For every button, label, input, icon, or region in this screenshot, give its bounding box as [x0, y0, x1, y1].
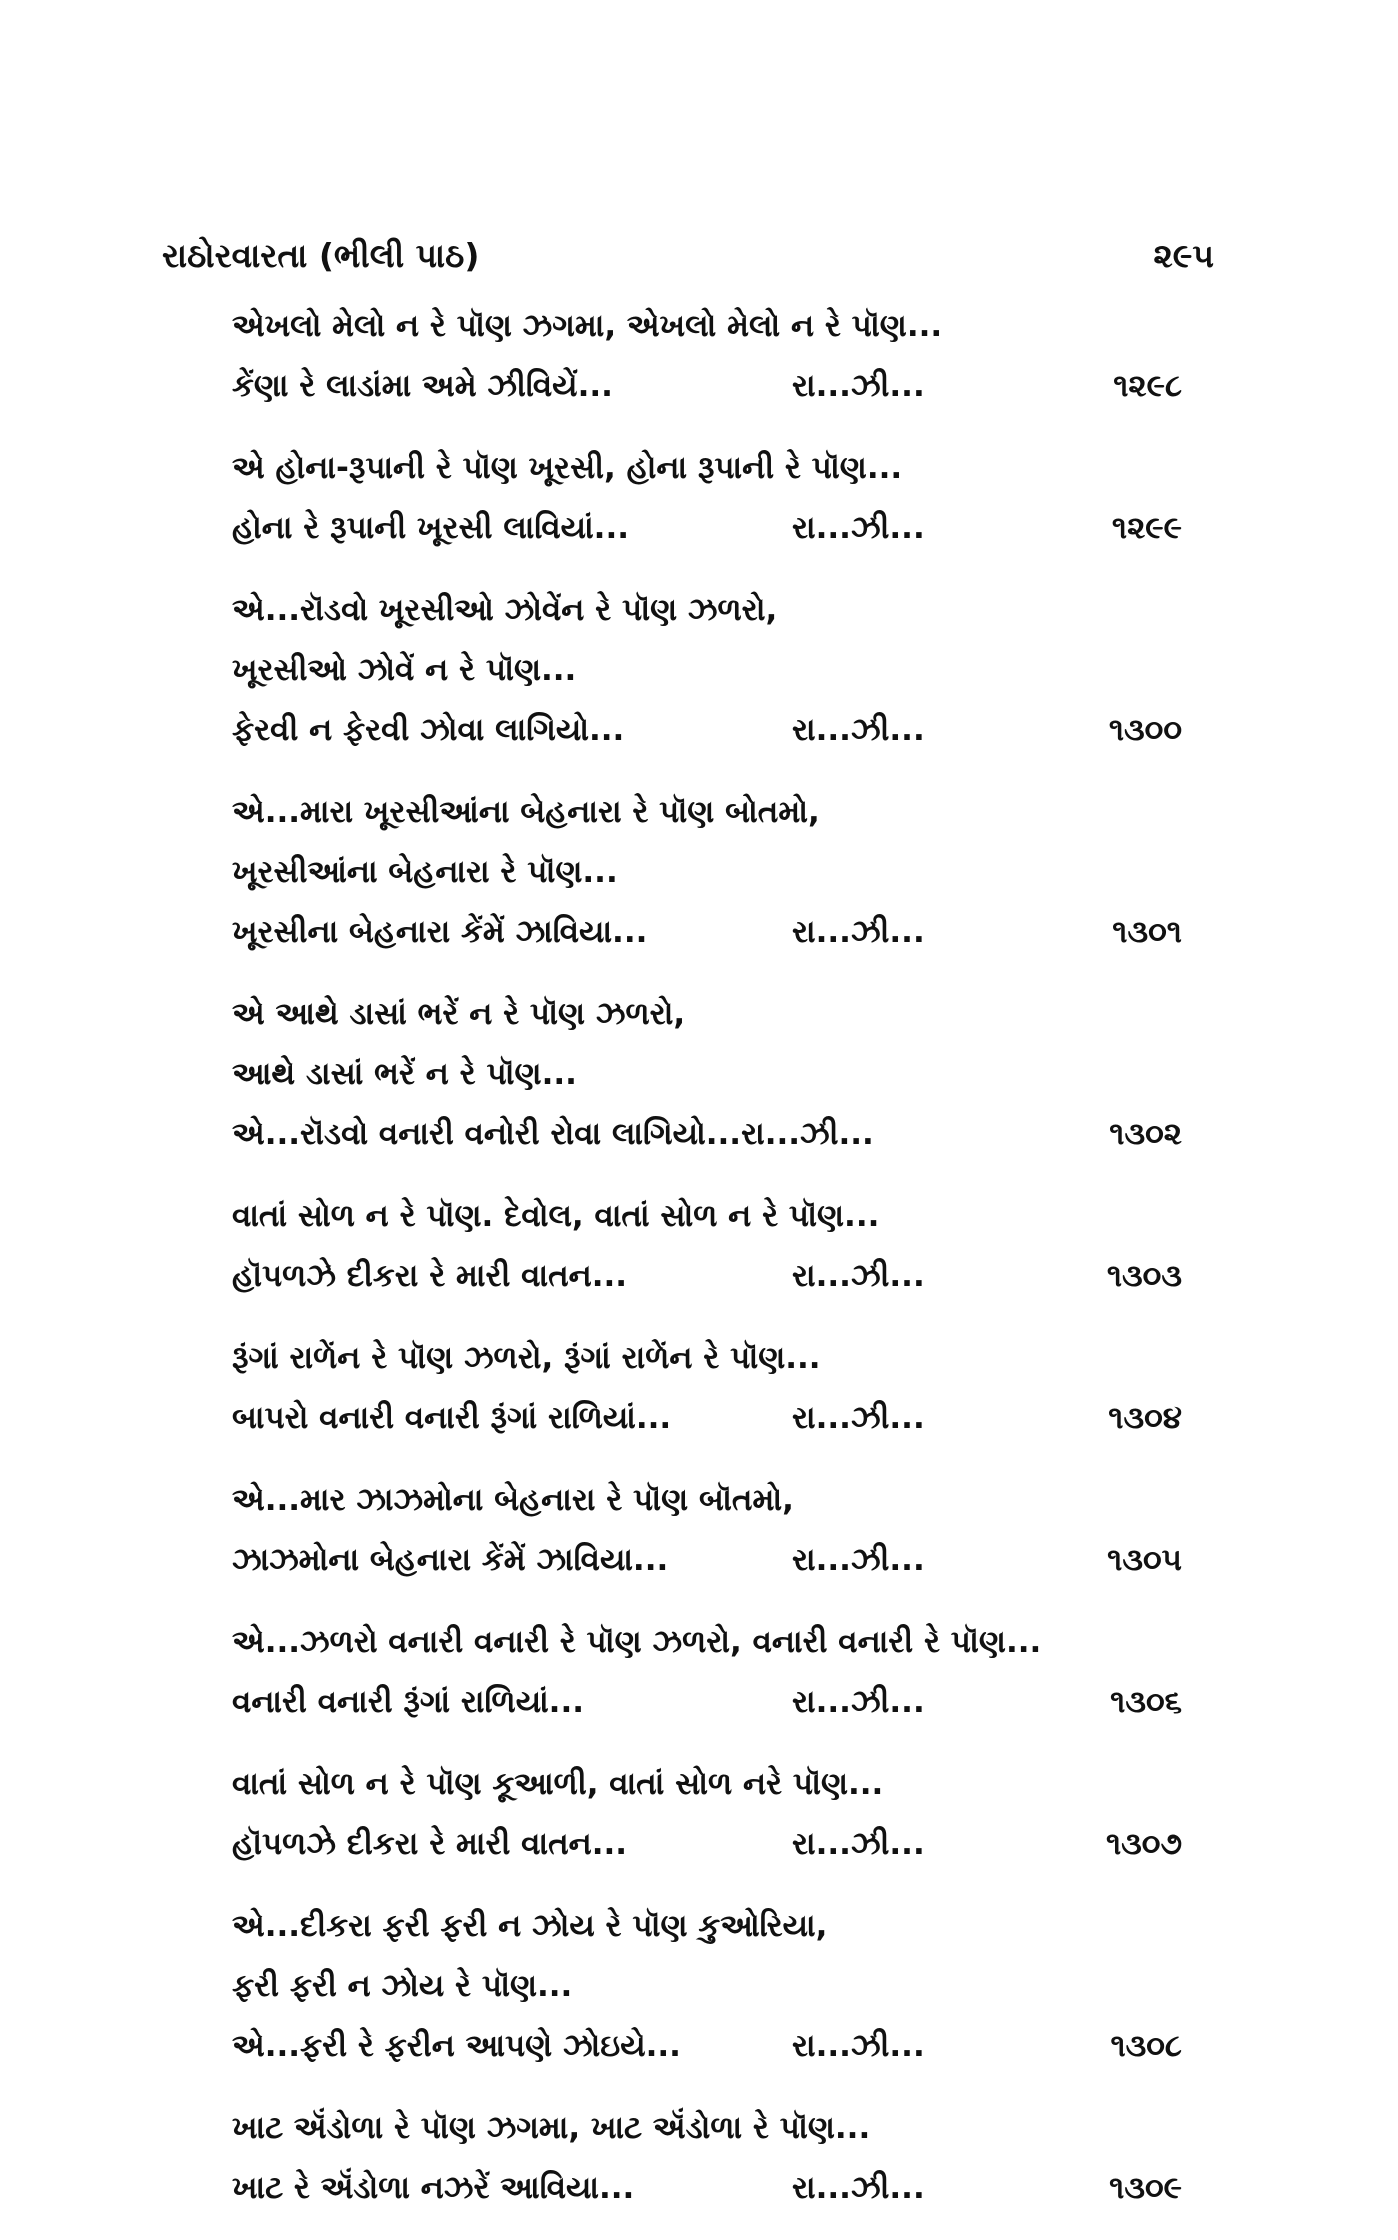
- stanza: [232, 296, 1192, 416]
- verse-number: ૧૩૦૭: [1105, 1826, 1182, 1862]
- verse-line: [232, 1956, 1192, 2016]
- stanza: [232, 782, 1192, 962]
- verse-text: એ...મારા ખૂરસીઆંના બેહનારા રે પૉણ બોતમો,: [232, 794, 820, 830]
- verse-line: [232, 1672, 1192, 1732]
- verse-line: [232, 498, 1192, 558]
- verse-line: [232, 1104, 1192, 1164]
- refrain-text: રા...ઝી...: [792, 1400, 925, 1436]
- verse-line: [232, 1612, 1192, 1672]
- verse-text: એ...રૉડવો ખૂરસીઓ ઝોવેંન રે પૉણ ઝળરો,: [232, 592, 778, 628]
- verse-line: [232, 1814, 1192, 1874]
- refrain-text: રા...ઝી...: [792, 510, 925, 546]
- verse-line: [232, 700, 1192, 760]
- verse-text: એ...ઝળરો વનારી વનારી રે પૉણ ઝળરો, વનારી વનારી રે પૉણ...: [232, 1624, 1042, 1660]
- verse-number: ૧૩૦૨: [1109, 1116, 1182, 1152]
- running-title: રાઠોરવારતા (ભીલી પાઠ): [162, 236, 480, 275]
- verse-line: [232, 2016, 1192, 2076]
- verse-text: એ...ફરી રે ફરીન આપણે ઝોઇયે...: [232, 2028, 681, 2064]
- verse-line: [232, 842, 1192, 902]
- refrain-text: રા...ઝી...: [792, 368, 925, 404]
- verse-line: [232, 1754, 1192, 1814]
- verse-text: ખૂરસીઆંના બેહનારા રે પૉણ...: [232, 854, 618, 890]
- refrain-text: રા...ઝી...: [792, 1258, 925, 1294]
- verse-list: [232, 296, 1192, 2240]
- stanza: [232, 438, 1192, 558]
- verse-line: [232, 984, 1192, 1044]
- refrain-text: રા...ઝી...: [792, 1826, 925, 1862]
- verse-text: ઝાઝમોના બેહનારા કેંમેં ઝાવિયા...: [232, 1542, 669, 1578]
- verse-number: ૧૩૦૪: [1108, 1400, 1182, 1436]
- verse-text: બાપરો વનારી વનારી રૂંગાં રાળિયાં...: [232, 1400, 672, 1436]
- verse-line: [232, 1388, 1192, 1448]
- refrain-text: રા...ઝી...: [792, 2028, 925, 2064]
- verse-number: ૧૩૦૧: [1112, 914, 1182, 950]
- stanza: [232, 1328, 1192, 1448]
- verse-line: [232, 356, 1192, 416]
- stanza: [232, 1612, 1192, 1732]
- verse-number: ૧૩૦૬: [1110, 1684, 1182, 1720]
- page-number: ૨૯૫: [1153, 236, 1214, 275]
- verse-text: કેંણા રે લાડાંમા અમે ઝીવિયેં...: [232, 368, 613, 404]
- verse-text: વનારી વનારી રૂંગાં રાળિયાં...: [232, 1684, 585, 1720]
- page-header: [162, 226, 1214, 286]
- verse-line: [232, 438, 1192, 498]
- verse-line: [232, 1530, 1192, 1590]
- verse-number: ૧૩૦૮: [1110, 2028, 1182, 2064]
- stanza: [232, 984, 1192, 1164]
- verse-line: [232, 2098, 1192, 2158]
- verse-line: [232, 2158, 1192, 2218]
- verse-text: એ...માર ઝાઝમોના બેહનારા રે પૉણ બૉતમો,: [232, 1482, 794, 1518]
- verse-text: એખલો મેલો ન રે પૉણ ઝગમા, એખલો મેલો ન રે પૉણ...: [232, 308, 943, 344]
- stanza: [232, 1470, 1192, 1590]
- verse-number: ૧૩૦૫: [1107, 1542, 1182, 1578]
- verse-line: [232, 1328, 1192, 1388]
- stanza: [232, 580, 1192, 760]
- stanza: [232, 1896, 1192, 2076]
- verse-text: હૉપળઝે દીકરા રે મારી વાતન...: [232, 1826, 628, 1862]
- verse-line: [232, 1470, 1192, 1530]
- verse-text: એ...રૉડવો વનારી વનોરી રોવા લાગિયો...રા...ઝી...: [232, 1116, 874, 1152]
- verse-text: ખૂરસીના બેહનારા કેંમેં ઝાવિયા...: [232, 914, 648, 950]
- verse-line: [232, 580, 1192, 640]
- verse-text: ખાટ રે ઍંડોળા નઝરેં આવિયા...: [232, 2170, 635, 2206]
- verse-text: આથે ડાસાં ભરેં ન રે પૉણ...: [232, 1056, 577, 1092]
- verse-text: ફેરવી ન ફેરવી ઝોવા લાગિયો...: [232, 712, 625, 748]
- verse-text: રૂંગાં રાળેંન રે પૉણ ઝળરો, રૂંગાં રાળેંન રે પૉણ...: [232, 1340, 821, 1376]
- verse-text: એ...દીકરા ફરી ફરી ન ઝોય રે પૉણ કુઓરિયા,: [232, 1908, 828, 1944]
- refrain-text: રા...ઝી...: [792, 914, 925, 950]
- verse-text: વાતાં સોળ ન રે પૉણ કૂઆળી, વાતાં સોળ નરે પૉણ...: [232, 1766, 884, 1802]
- verse-text: ખૂરસીઓ ઝોવેં ન રે પૉણ...: [232, 652, 577, 688]
- verse-line: [232, 1896, 1192, 1956]
- verse-text: ફરી ફરી ન ઝોય રે પૉણ...: [232, 1968, 573, 2004]
- verse-line: [232, 1044, 1192, 1104]
- stanza: [232, 2098, 1192, 2218]
- verse-line: [232, 902, 1192, 962]
- verse-number: ૧૩૦૯: [1109, 2170, 1182, 2206]
- verse-line: [232, 1186, 1192, 1246]
- verse-line: [232, 296, 1192, 356]
- verse-text: વાતાં સોળ ન રે પૉણ. દેવોલ, વાતાં સોળ ન રે પૉણ...: [232, 1198, 880, 1234]
- verse-text: એ આથે ડાસાં ભરેં ન રે પૉણ ઝળરો,: [232, 996, 686, 1032]
- verse-line: [232, 782, 1192, 842]
- verse-text: એ હોના-રૂપાની રે પૉણ ખૂરસી, હોના રૂપાની રે પૉણ...: [232, 450, 903, 486]
- verse-number: ૧૨૯૯: [1111, 510, 1182, 546]
- refrain-text: રા...ઝી...: [792, 2170, 925, 2206]
- verse-number: ૧૩૦૩: [1106, 1258, 1182, 1294]
- verse-number: ૧૩૦૦: [1108, 712, 1182, 748]
- stanza: [232, 1754, 1192, 1874]
- verse-line: [232, 1246, 1192, 1306]
- verse-text: હોના રે રૂપાની ખૂરસી લાવિયાં...: [232, 510, 629, 546]
- refrain-text: રા...ઝી...: [792, 1684, 925, 1720]
- verse-line: [232, 640, 1192, 700]
- refrain-text: રા...ઝી...: [792, 1542, 925, 1578]
- verse-text: ખાટ ઍંડોળા રે પૉણ ઝગમા, ખાટ ઍંડોળા રે પૉણ...: [232, 2110, 871, 2146]
- stanza: [232, 1186, 1192, 1306]
- verse-number: ૧૨૯૮: [1113, 368, 1182, 404]
- refrain-text: રા...ઝી...: [792, 712, 925, 748]
- verse-text: હૉપળઝે દીકરા રે મારી વાતન...: [232, 1258, 628, 1294]
